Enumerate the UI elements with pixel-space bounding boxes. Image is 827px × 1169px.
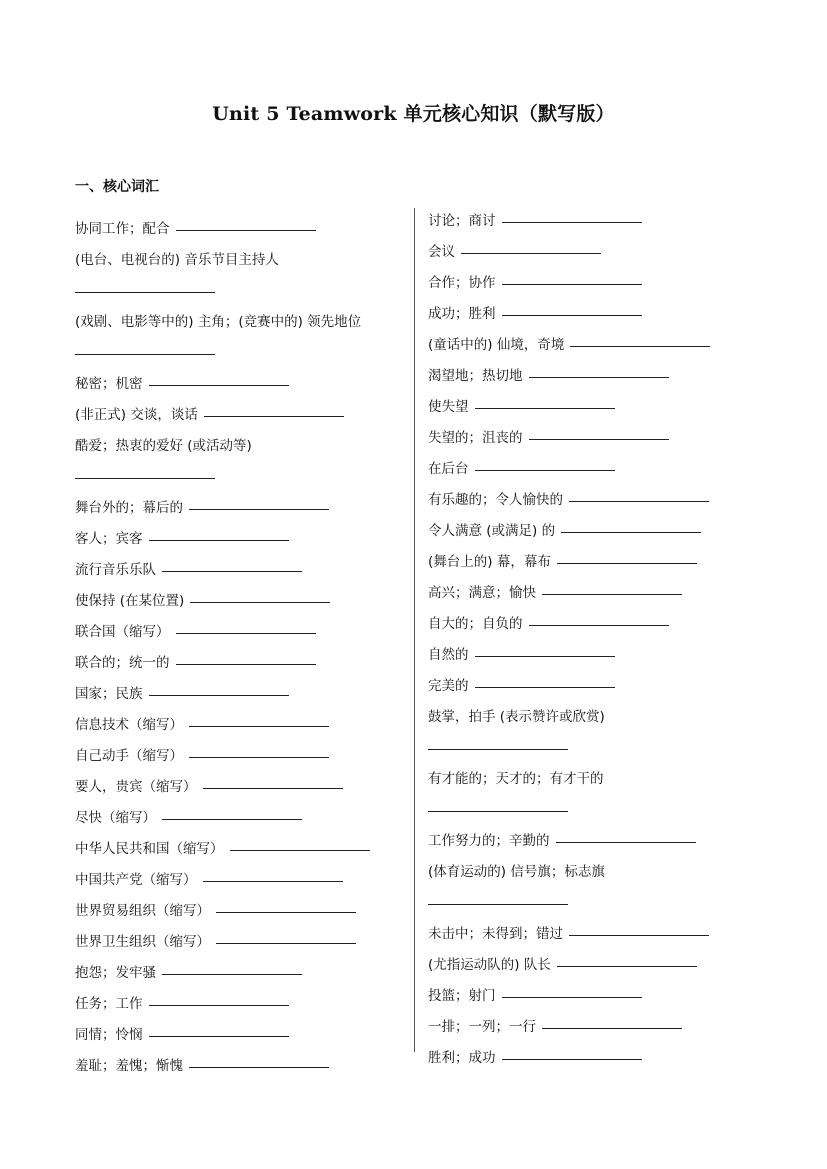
answer-blank xyxy=(203,880,343,882)
vocab-item xyxy=(428,609,768,640)
vocab-prompt: 中华人民共和国（缩写） xyxy=(75,841,224,857)
vocab-item xyxy=(428,764,768,795)
vocab-prompt: (舞台上的) 幕，幕布 xyxy=(428,554,551,570)
vocab-prompt: 工作努力的；辛勤的 xyxy=(428,833,550,849)
vocab-item xyxy=(75,896,405,927)
vocab-prompt: 未击中；未得到；错过 xyxy=(428,926,563,942)
answer-blank xyxy=(529,624,669,626)
vocab-item xyxy=(75,214,405,245)
vocab-item xyxy=(75,741,405,772)
vocab-item xyxy=(75,679,405,710)
vocab-prompt: 完美的 xyxy=(428,678,469,694)
vocab-prompt: (体育运动的) 信号旗；标志旗 xyxy=(428,864,605,880)
answer-blank xyxy=(428,810,568,812)
answer-blank xyxy=(216,911,356,913)
answer-blank xyxy=(561,531,701,533)
answer-blank xyxy=(475,407,615,409)
vocab-item xyxy=(75,617,405,648)
vocab-item xyxy=(428,237,768,268)
vocab-item xyxy=(428,640,768,671)
vocab-prompt: (童话中的) 仙境，奇境 xyxy=(428,337,565,353)
answer-blank xyxy=(475,686,615,688)
vocab-item xyxy=(428,392,768,423)
answer-blank xyxy=(475,469,615,471)
answer-blank xyxy=(162,818,302,820)
vocab-prompt: (尤指运动队的) 队长 xyxy=(428,957,551,973)
vocab-prompt: 酷爱；热衷的爱好 (或活动等) xyxy=(75,438,252,454)
answer-blank xyxy=(216,942,356,944)
vocab-prompt: 中国共产党（缩写） xyxy=(75,872,197,888)
vocab-prompt: 高兴；满意；愉快 xyxy=(428,585,536,601)
vocab-prompt: 投篮；射门 xyxy=(428,988,496,1004)
answer-blank xyxy=(204,415,344,417)
answer-blank xyxy=(176,632,316,634)
vocab-item xyxy=(75,865,405,896)
vocab-prompt: 自大的；自负的 xyxy=(428,616,523,632)
vocab-prompt: 自己动手（缩写） xyxy=(75,748,183,764)
answer-blank xyxy=(428,748,568,750)
vocab-prompt: 在后台 xyxy=(428,461,469,477)
answer-blank xyxy=(502,314,642,316)
vocab-item xyxy=(428,485,768,516)
answer-blank xyxy=(162,973,302,975)
answer-blank xyxy=(75,477,215,479)
answer-blank xyxy=(149,1035,289,1037)
vocab-item xyxy=(428,1012,768,1043)
answer-blank xyxy=(569,500,709,502)
vocab-prompt: 成功；胜利 xyxy=(428,306,496,322)
answer-blank xyxy=(189,725,329,727)
answer-blank xyxy=(502,996,642,998)
vocab-prompt: 有乐趣的；令人愉快的 xyxy=(428,492,563,508)
vocab-prompt: 失望的；沮丧的 xyxy=(428,430,523,446)
vocab-item xyxy=(75,493,405,524)
vocab-prompt: 合作；协作 xyxy=(428,275,496,291)
section-heading: 一、核心词汇 xyxy=(75,179,159,195)
vocab-item xyxy=(75,586,405,617)
vocab-item xyxy=(75,927,405,958)
vocab-prompt: 国家；民族 xyxy=(75,686,143,702)
vocab-item xyxy=(428,1043,768,1074)
vocab-prompt: 使保持 (在某位置) xyxy=(75,593,185,609)
answer-blank xyxy=(176,229,316,231)
vocab-prompt: 自然的 xyxy=(428,647,469,663)
vocab-prompt: 协同工作；配合 xyxy=(75,221,170,237)
answer-blank xyxy=(569,934,709,936)
vocab-item xyxy=(75,648,405,679)
vocab-prompt: 信息技术（缩写） xyxy=(75,717,183,733)
vocab-item xyxy=(428,423,768,454)
answer-blank xyxy=(189,756,329,758)
answer-blank xyxy=(529,438,669,440)
vocab-item xyxy=(428,671,768,702)
vocab-prompt: 讨论；商讨 xyxy=(428,213,496,229)
vocab-prompt: 会议 xyxy=(428,244,455,260)
answer-blank xyxy=(162,570,302,572)
vocab-item xyxy=(428,268,768,299)
vocab-item xyxy=(428,330,768,361)
answer-blank xyxy=(149,694,289,696)
answer-blank xyxy=(557,965,697,967)
vocab-prompt: 有才能的；天才的；有才干的 xyxy=(428,771,604,787)
vocab-prompt: 客人；宾客 xyxy=(75,531,143,547)
vocab-prompt: 流行音乐乐队 xyxy=(75,562,156,578)
answer-blank xyxy=(502,221,642,223)
vocab-prompt: 世界卫生组织（缩写） xyxy=(75,934,210,950)
answer-line-row xyxy=(428,795,768,826)
answer-blank xyxy=(529,376,669,378)
answer-line-row xyxy=(428,733,768,764)
vocab-item xyxy=(75,803,405,834)
vocab-prompt: 渴望地；热切地 xyxy=(428,368,523,384)
answer-blank xyxy=(190,601,330,603)
answer-line-row xyxy=(75,338,405,369)
vocab-prompt: (戏剧、电影等中的) 主角；(竞赛中的) 领先地位 xyxy=(75,314,362,330)
vocab-item xyxy=(75,524,405,555)
vocab-item xyxy=(428,919,768,950)
vocab-prompt: 任务；工作 xyxy=(75,996,143,1012)
vocab-prompt: (电台、电视台的) 音乐节目主持人 xyxy=(75,252,279,268)
vocab-prompt: 抱怨；发牢骚 xyxy=(75,965,156,981)
answer-blank xyxy=(203,787,343,789)
column-divider xyxy=(414,208,415,1052)
vocab-item xyxy=(428,826,768,857)
vocab-prompt: 胜利；成功 xyxy=(428,1050,496,1066)
vocab-item xyxy=(75,400,405,431)
answer-line-row xyxy=(428,888,768,919)
answer-blank xyxy=(176,663,316,665)
vocab-item xyxy=(75,369,405,400)
answer-blank xyxy=(542,593,682,595)
vocab-item xyxy=(428,981,768,1012)
vocab-item xyxy=(428,299,768,330)
vocab-prompt: 世界贸易组织（缩写） xyxy=(75,903,210,919)
vocab-prompt: 尽快（缩写） xyxy=(75,810,156,826)
answer-blank xyxy=(149,539,289,541)
vocab-item xyxy=(75,245,405,276)
vocab-item xyxy=(428,454,768,485)
vocab-item xyxy=(75,834,405,865)
vocab-item xyxy=(75,1020,405,1051)
vocab-prompt: (非正式) 交谈，谈话 xyxy=(75,407,198,423)
vocab-prompt: 要人，贵宾（缩写） xyxy=(75,779,197,795)
answer-blank xyxy=(428,903,568,905)
answer-blank xyxy=(189,508,329,510)
answer-blank xyxy=(230,849,370,851)
vocab-item xyxy=(428,547,768,578)
vocab-item xyxy=(428,361,768,392)
answer-line-row xyxy=(75,276,405,307)
vocab-item xyxy=(75,307,405,338)
answer-blank xyxy=(189,1066,329,1068)
answer-blank xyxy=(557,562,697,564)
answer-blank xyxy=(556,841,696,843)
answer-line-row xyxy=(75,462,405,493)
vocab-item xyxy=(428,857,768,888)
page-title: Unit 5 Teamwork 单元核心知识（默写版） xyxy=(212,103,615,125)
vocab-column-left xyxy=(75,214,405,1082)
vocab-prompt: 联合的；统一的 xyxy=(75,655,170,671)
answer-blank xyxy=(149,1004,289,1006)
vocab-prompt: 鼓掌，拍手 (表示赞许或欣赏) xyxy=(428,709,605,725)
vocab-item xyxy=(428,516,768,547)
answer-blank xyxy=(570,345,710,347)
vocab-item xyxy=(75,1051,405,1082)
vocab-item xyxy=(428,206,768,237)
vocab-item xyxy=(75,989,405,1020)
vocab-item xyxy=(75,555,405,586)
answer-blank xyxy=(502,283,642,285)
answer-blank xyxy=(542,1027,682,1029)
vocab-prompt: 秘密；机密 xyxy=(75,376,143,392)
answer-blank xyxy=(502,1058,642,1060)
vocab-item xyxy=(428,702,768,733)
vocab-item xyxy=(428,950,768,981)
answer-blank xyxy=(475,655,615,657)
vocab-column-right xyxy=(428,206,768,1074)
vocab-prompt: 一排；一列；一行 xyxy=(428,1019,536,1035)
vocab-item xyxy=(75,958,405,989)
vocab-prompt: 使失望 xyxy=(428,399,469,415)
answer-blank xyxy=(75,291,215,293)
answer-blank xyxy=(461,252,601,254)
vocab-prompt: 令人满意 (或满足) 的 xyxy=(428,523,556,539)
answer-blank xyxy=(149,384,289,386)
vocab-item xyxy=(75,431,405,462)
vocab-prompt: 同情；怜悯 xyxy=(75,1027,143,1043)
vocab-item xyxy=(428,578,768,609)
vocab-prompt: 联合国（缩写） xyxy=(75,624,170,640)
vocab-prompt: 舞台外的；幕后的 xyxy=(75,500,183,516)
vocab-item xyxy=(75,710,405,741)
answer-blank xyxy=(75,353,215,355)
vocab-item xyxy=(75,772,405,803)
vocab-prompt: 羞耻；羞愧；惭愧 xyxy=(75,1058,183,1074)
